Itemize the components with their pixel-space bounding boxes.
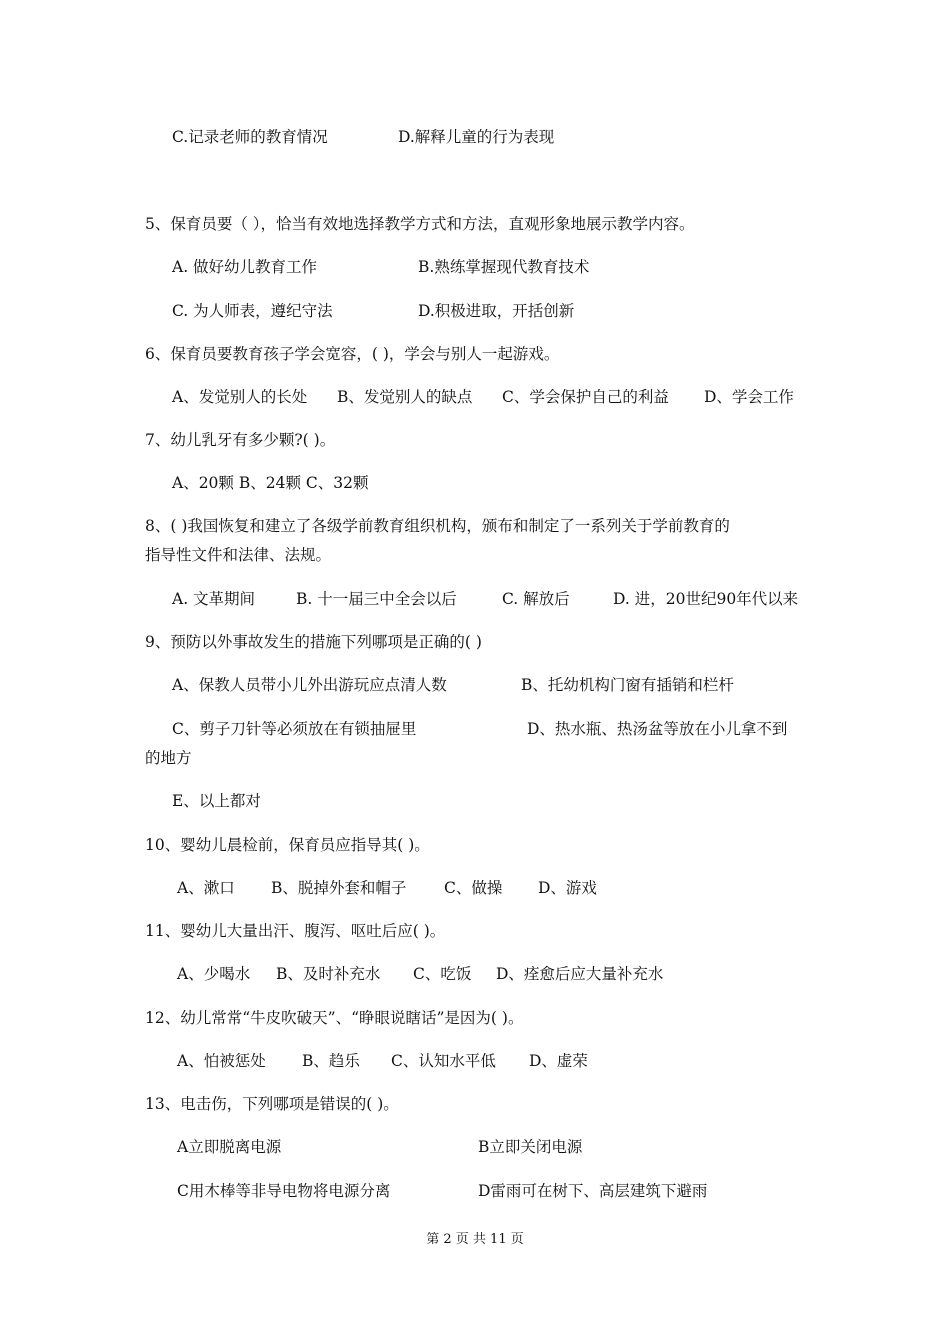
question-9-option-b: B、托幼机构门窗有插销和栏杆 <box>521 676 734 694</box>
question-11-option-b: B、及时补充水 <box>276 965 381 983</box>
question-10-option-b: B、脱掉外套和帽子 <box>271 879 407 897</box>
question-13-option-d: D雷雨可在树下、高层建筑下避雨 <box>478 1182 708 1200</box>
question-12-option-a: A、怕被惩处 <box>177 1052 266 1070</box>
question-9-option-e: E、以上都对 <box>172 792 261 810</box>
question-11-option-c: C、吃饭 <box>413 965 472 983</box>
question-10-option-d: D、游戏 <box>538 879 597 897</box>
page-number: 第 2 页 共 11 页 <box>426 1232 524 1247</box>
question-5-option-b: B.熟练掌握现代教育技术 <box>418 258 590 276</box>
question-11-option-a: A、少喝水 <box>177 965 251 983</box>
question-11-stem: 11、婴幼儿大量出汗、腹泻、呕吐后应( )。 <box>145 922 446 940</box>
question-8-option-a: A. 文革期间 <box>172 590 256 608</box>
question-5-option-d: D.积极进取，开括创新 <box>418 302 575 320</box>
question-13-stem: 13、电击伤，下列哪项是错误的( )。 <box>145 1095 399 1113</box>
question-13-option-b: B立即关闭电源 <box>478 1138 583 1156</box>
question-7-stem: 7、幼儿乳牙有多少颗?( )。 <box>145 431 336 449</box>
question-5-stem: 5、保育员要（ ），恰当有效地选择教学方式和方法，直观形象地展示教学内容。 <box>145 215 695 233</box>
question-13-option-a: A立即脱离电源 <box>177 1138 282 1156</box>
question-5-option-a: A. 做好幼儿教育工作 <box>172 258 318 276</box>
question-12-stem: 12、幼儿常常“牛皮吹破天”、“睁眼说瞎话”是因为( )。 <box>145 1009 524 1027</box>
question-10-option-a: A、漱口 <box>177 879 235 897</box>
question-6-option-a: A、发觉别人的长处 <box>172 388 308 406</box>
question-12-option-c: C、认知水平低 <box>391 1052 496 1070</box>
question-6-stem: 6、保育员要教育孩子学会宽容，( )，学会与别人一起游戏。 <box>145 345 560 363</box>
question-12-option-b: B、趋乐 <box>302 1052 360 1070</box>
question-9-option-a: A、保教人员带小儿外出游玩应点清人数 <box>172 676 447 694</box>
question-9-option-d: D、热水瓶、热汤盆等放在小儿拿不到 <box>527 720 788 738</box>
question-9-option-c: C、剪子刀针等必须放在有锁抽屉里 <box>172 720 417 738</box>
question-12-option-d: D、虚荣 <box>529 1052 588 1070</box>
question-13-option-c: C用木棒等非导电物将电源分离 <box>177 1182 391 1200</box>
question-8-stem-line-2: 指导性文件和法律、法规。 <box>145 546 332 564</box>
question-9-option-d-continued: 的地方 <box>145 749 192 767</box>
question-10-stem: 10、婴幼儿晨检前，保育员应指导其( )。 <box>145 836 430 854</box>
question-8-stem-line-1: 8、( )我国恢复和建立了各级学前教育组织机构，颁布和制定了一系列关于学前教育的 <box>145 517 730 535</box>
question-8-option-b: B. 十一届三中全会以后 <box>296 590 457 608</box>
option-d: D.解释儿童的行为表现 <box>398 128 555 146</box>
question-10-option-c: C、做操 <box>444 879 503 897</box>
question-8-option-c: C. 解放后 <box>502 590 570 608</box>
question-9-stem: 9、预防以外事故发生的措施下列哪项是正确的( ) <box>145 633 482 651</box>
question-7-options: A、20颗 B、24颗 C、32颗 <box>172 474 369 492</box>
question-5-option-c: C. 为人师表，遵纪守法 <box>172 302 333 320</box>
option-c: C.记录老师的教育情况 <box>172 128 328 146</box>
question-11-option-d: D、痊愈后应大量补充水 <box>496 965 664 983</box>
question-6-option-b: B、发觉别人的缺点 <box>337 388 473 406</box>
question-8-option-d: D. 进，20世纪90年代以来 <box>613 590 799 608</box>
question-6-option-d: D、学会工作 <box>704 388 794 406</box>
question-6-option-c: C、学会保护自己的利益 <box>502 388 669 406</box>
